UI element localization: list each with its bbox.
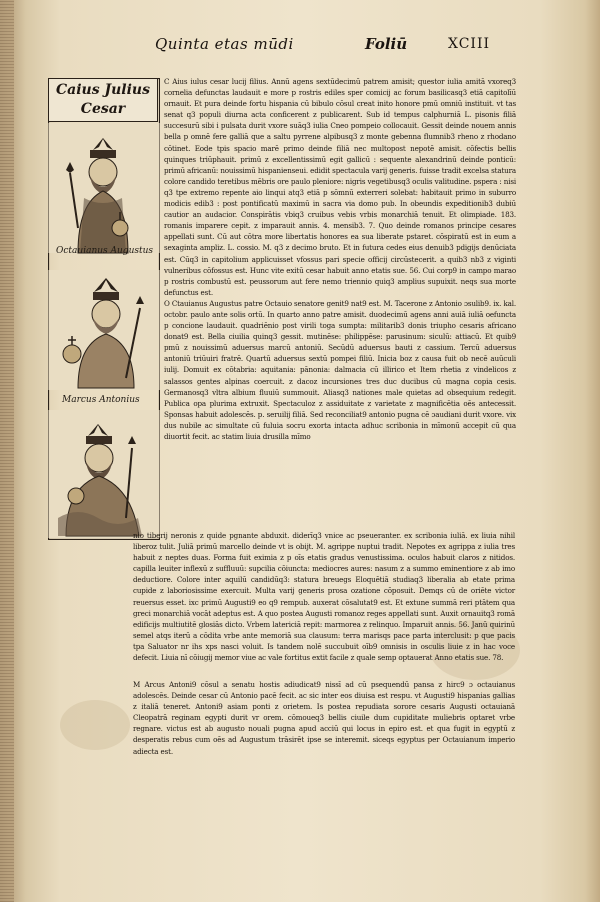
- folio-label: Foliū: [365, 35, 408, 53]
- woodcut-caption-1: Caius Julius Cesar: [48, 78, 158, 122]
- woodcut-caption-3: Marcus Antonius: [62, 395, 140, 405]
- woodcut-column: [48, 78, 160, 540]
- section-augustus: O Ctauianus Augustus patre Octauio senatore genit9 nat9 est. M. Tacerone z Antonio ɔsulib9. ix. kal. octobr. paulo ante solis ortū. In quarto anno patre amisit. duodecimū agens anni auiā iuliā oefuncta p concione laudauit. quadriēnio post virili toga sumpta: militarib3 donis triupho cesaris africano donat9 est. Bella ciuilia quinq3 gessit. mutinēse: philippēse: parusinum: siculū: attiacū. Et quib9 pmū z nouissimū aduersus marcū antoniū. Secūdū aduersus bauti z cassium. Tercū aduersus antoniū triūuiri fratrē. Quartū aduersus sextū pompei filiū. Inicia boz z causa fuit ob necē auūculi iulij. Domuit ex cōtabria: aquitania: pānonia: dalmacia cū illirico et Item rhetia z vindelicos z salassos gentes alpinas coercuit. z dacoz incursiones tres duc ducibus cū magna copia cesis. Germanosq3 vltra albium fluuiū summouit. Aliasq3 nationes male quietas ad obsequium redegit. Publica opa plurima extruxit. Spectaculoz z assiduitate z varietate z magnificētia oēs antecessit. Sponsas habuit adolescēs. p. seruilij filiā. Sed reconciliat9 antonio pugna cē ɔaudiani durit vxore. vix dus nubile ac simultate cū fuluia socru exorta intacta adhuc scribonia in mīmonū accepit cū qua diuortit fecit. ac statim liuia drusilla mīmo: [164, 298, 516, 441]
- woodcut-illustrations-icon: [48, 78, 160, 540]
- section-augustus-continued: nio tiberij neronis z quide pgnante abduxit. diderīq3 vnice ac pseueranter. ex scribonia iuliā. ex liuia nihil liberoz tulit. Juliā primū marcello deinde vt is obijt. M. agrippe nuptui tradit. Nepotes ex agrippa z iulia tres habuit z neptes duas. Forma fuit eximia z p oīs etatis gradus venustissima. oculos habuit claros z nitidos. capilla leuiter inflexū z suffluuū: supcilia cōiuncta: mediocres aures: nasum z a summo eminentiore z ab imo deductiore. Colore inter aquilū candidūq3: statura breuegs Eloquētiā studiaq3 liberalia ab etate prima cupide z laboriosissime exercuit. Multa varij generis prosa ozatione cōposuit. Demqs cū de oriēte victor reuersus esset. ixc primū Augusti9 eo q9 rempub. auxerat cōsalutat9 est. Et extune summā reri ptātem qua greci monarchiā vocāt adeptus est. A quo postea Augusti romanoz reges appellati sunt. Auxit ornauitq3 romā edificijs multiutitē glosiās dicto. Vrbem latericiā repit: marmorea z relinquo. Imparuit annis. 56. Janū quirinū semel atqs iterū a cōdita vrbe ante memoriā sua clausum: terra marisqs pace parta interclusit: p que pacis tpa Saluator nr ihs xps nasci voluit. Is tandem nolē succubuit oīb9 omnisis in osculis liuie z in hac voce defecit. Liuia nī cōiugij memor viue ac vale fortitus extit facile z quale semp optauerat Anno etatis sue. 78.: [133, 531, 515, 663]
- page-stain: [60, 700, 130, 750]
- folio-number: XCIII: [448, 36, 491, 52]
- woodcut-caption-2: Octauianus Augustus: [56, 246, 154, 256]
- crowned-emperor-portrait-icon: [49, 123, 160, 253]
- crowned-emperor-portrait-icon: [49, 270, 160, 390]
- text-column-lower: [133, 530, 515, 663]
- text-column-main: [164, 76, 516, 442]
- crowned-ruler-portrait-icon: [49, 410, 160, 538]
- text-column-antonius: [133, 679, 515, 757]
- section-marcus-antonius: M Arcus Antoni9 cōsul a senatu hostis adiudicat9 nissī ad cū psequendū pansa z hirc9 ɔ octauianus adolescēs. Deinde cesar cū Antonio pacē fecit. ac sic inter eos diuisa est respu. vt Augusti9 hispanias gallias z italiā teneret. Antoni9 asiam ponti z orietem. Is postea repudiata sorore cesaris Augusti octauianā Cleopatrā reginam egypti durit vr orem. cōmoueq3 bellis ciuile dum cupiditate muliebris optaret vrbe regnare. victus est ab augusto nouali pugna apud acciū qui locus in epiro est. et qua fugit in egyptū z desperatis rebus cum oēs ad Augustum trāsirēt ipse se interemit. siceqs egyptus per Octauianum imperio adiecta est.: [133, 680, 515, 756]
- book-page-edge: [0, 0, 14, 902]
- section-julius-caesar: C Aius iulus cesar lucij filius. Annū agens sextūdecimū patrem amisit; questor iulia amitā vxoreq3 cornelia defunctas laudauit e more p rostris ediles sper comicij ac forum basilicasq3 etiā capitolīū ornauit. Et pura deinde fortu hispania cū bibulo cōsul creat inito honore pmū omniū instituit. vt tas senat q3 populi diurna acta conficerent z publicarent. Sub id tempus calphurniā L. pisonis filiā succesurū sibi i pulsata durit vxore suāq3 iulia Cneo pompeio collocauit. Gessit deinde nouem annis bella p omnē fere galliā que a saltu pyrrene alpibusq3 z monte gebenna flumnib3 rheno z rhodano cōtinet. Eode tpis spacio marē primo deinde filiā nec multopost nepotē amisit. cōfectis bellis quinques triūphauit. primū z excellentissimū egit gallicū : sequente alexandrinū deinde ponticū: primū africanū: nouissimū hispanienseui. edidit spectacula varij generis. fuisse tradit excelsa statura colore candido teretibus mēbris ore paulo pleniore: nigris vegetibusq3 oculis valitudine. pspera : nisi q3 tpe extremo repente aio linqui atq3 etiā p sōmnū exterreri solebat: habitauit primo in suburro modicis edib3 : post pontificatū maximū in sacra via domo pub. In obeundis expeditionib3 dubiū cautior an audacior. Conspirātis vbiq3 cruibus vebis vrbis monarchiā tenuit. Et olimpiade. 183. romanis imparere cepit. z imparauit annis. 4. mensib3. 7. Quo deinde romanos principe cesares appellati sunt. Cū aut cōtra more libertatis honores ea sua liberate pstaret. cōspiratū est in eum a sexaginta ampliz. L. cossio. M. q3 z decimo bruto. Et in futura cedes eius denuib3 pdigijs denūciata est. Cūq3 in capitolium applicuisset vfossus pari specie officij circūstecerit. a quib3 nb3 z viginti vulneribus cōfossus est. Hunc vite exitū cesar habuit anno etatis sue. 56. Cui corp9 in campo marao p rostris combustū est. peussorum aut fere nemo triennio quiq3 amplius supuixit. neqs sua morte defunctus est.: [164, 77, 516, 297]
- running-head: Quinta etas mūdi: [155, 35, 294, 53]
